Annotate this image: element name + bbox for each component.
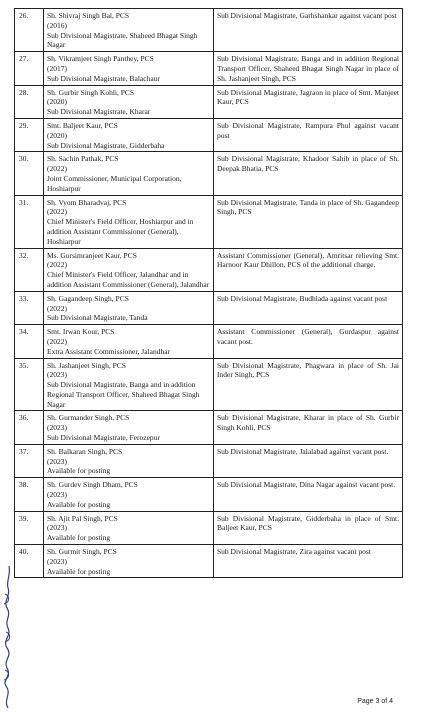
new-posting-cell: Sub Divisional Magistrate, Zira against vacant post (214, 545, 403, 578)
officer-name: Sh. Gurbir Singh Kohli, PCS (47, 87, 135, 97)
new-posting-cell: Sub Divisional Magistrate, Tanda in place of Sh. Gagandeep Singh, PCS (214, 195, 403, 248)
batch-year: (2022) (47, 336, 67, 346)
present-posting: Sub Divisional Magistrate, Tanda (47, 313, 148, 323)
batch-year: (2020) (47, 130, 67, 140)
officer-cell (44, 545, 214, 578)
serial-number: 40. (15, 545, 44, 578)
table-row (15, 358, 403, 411)
present-posting: Chief Minister's Field Officer, Jalandhar and in addition Assistant Commissioner (General), Jalandhar (47, 270, 210, 289)
officer-cell (44, 248, 214, 291)
new-posting-cell: Sub Divisional Magistrate, Kharar in place of Sh. Gurbir Singh Kohli, PCS (214, 411, 403, 444)
serial-number: 26. (15, 9, 44, 52)
officer-name: Sh. Vyom Bharadvaj, PCS (47, 197, 127, 207)
table-row (15, 325, 403, 358)
officer-name: Sh. Vikramjeet Singh Panthey, PCS (47, 54, 154, 64)
present-posting: Available for posting (47, 566, 111, 576)
postings-table (14, 8, 403, 578)
table-row (15, 444, 403, 477)
serial-number: 35. (15, 358, 44, 411)
table-row (15, 85, 403, 118)
present-posting: Sub Divisional Magistrate, Kharar (47, 107, 151, 117)
officer-name: Sh. Gurmander Singh, PCS (47, 413, 130, 423)
page-number: Page 3 of 4 (357, 698, 393, 705)
officer-name: Sh. Sachin Pathak, PCS (47, 154, 119, 164)
table-row (15, 545, 403, 578)
present-posting: Available for posting (47, 499, 111, 509)
new-posting-cell: Sub Divisional Magistrate, Banga and in addition Regional Transport Officer, Shaheed Bhagat Singh Nagar in place of Sh. Jashanjeet Singh, PCS (214, 52, 403, 85)
present-posting: Sub Divisional Magistrate, Ferozepur (47, 433, 160, 443)
officer-cell (44, 291, 214, 324)
batch-year: (2023) (47, 370, 67, 380)
serial-number: 38. (15, 478, 44, 511)
present-posting: Extra Assistant Commissioner, Jalandhar (47, 346, 171, 356)
table-row (15, 195, 403, 248)
officer-cell (44, 85, 214, 118)
officer-name: Sh. Gagandeep Singh, PCS (47, 293, 129, 303)
transfer-order-document (14, 8, 403, 578)
serial-number: 31. (15, 195, 44, 248)
officer-name: Ms. Gursimranjeet Kaur, PCS (47, 250, 137, 260)
serial-number: 28. (15, 85, 44, 118)
batch-year: (2017) (47, 63, 67, 73)
table-row (15, 152, 403, 195)
new-posting-cell: Sub Divisional Magistrate, Gidderbaha in place of Smt. Baljeet Kaur, PCS (214, 511, 403, 544)
new-posting-cell: Sub Divisional Magistrate, Dina Nagar against vacant post. (214, 478, 403, 511)
officer-name: Sh. Balkaran Singh, PCS (47, 446, 123, 456)
batch-year: (2023) (47, 490, 67, 500)
officer-name: Sh. Gurmit Singh, PCS (47, 547, 117, 557)
new-posting-cell: Assistant Commissioner (General), Amritsar relieving Smt. Harnoor Kaur Dhillon, PCS of the additional charge. (214, 248, 403, 291)
table-row (15, 248, 403, 291)
officer-name: Sh. Jashanjeet Singh, PCS (47, 360, 126, 370)
serial-number: 33. (15, 291, 44, 324)
new-posting-cell: Assistant Commissioner (General), Gurdaspur against vacant post. (214, 325, 403, 358)
officer-name: Sh. Shivraj Singh Bal, PCS (47, 11, 130, 20)
handwritten-signature (0, 560, 16, 710)
table-row (15, 478, 403, 511)
table-row (15, 511, 403, 544)
batch-year: (2016) (47, 20, 67, 30)
new-posting-cell: Sub Divisional Magistrate, Jagraon in place of Smt. Manjeet Kaur, PCS (214, 85, 403, 118)
serial-number: 34. (15, 325, 44, 358)
officer-name: Sh. Ajit Pal Singh, PCS (47, 513, 118, 523)
officer-cell (44, 411, 214, 444)
officer-cell (44, 478, 214, 511)
table-row (15, 291, 403, 324)
officer-cell (44, 152, 214, 195)
serial-number: 30. (15, 152, 44, 195)
serial-number: 32. (15, 248, 44, 291)
new-posting-cell: Sub Divisional Magistrate, Khadoor Sahib in place of Sh. Deepak Bhatia, PCS (214, 152, 403, 195)
table-row (15, 52, 403, 85)
serial-number: 36. (15, 411, 44, 444)
batch-year: (2022) (47, 164, 67, 174)
present-posting: Sub Divisional Magistrate, Gidderbaha (47, 140, 165, 150)
serial-number: 27. (15, 52, 44, 85)
table-row (15, 9, 403, 52)
serial-number: 37. (15, 444, 44, 477)
table-row (15, 118, 403, 151)
present-posting: Joint Commissioner, Municipal Corporation, Hoshiarpur (47, 173, 182, 193)
batch-year: (2022) (47, 303, 67, 313)
officer-cell (44, 511, 214, 544)
officer-cell (44, 444, 214, 477)
officer-cell (44, 52, 214, 85)
new-posting-cell: Sub Divisional Magistrate, Jalalabad against vacant post. (214, 444, 403, 477)
batch-year: (2023) (47, 423, 67, 433)
new-posting-cell: Sub Divisional Magistrate, Rampura Phul against vacant post (214, 118, 403, 151)
officer-cell (44, 9, 214, 52)
officer-name: Smt. Irwan Kour, PCS (47, 327, 115, 337)
present-posting: Available for posting (47, 533, 111, 543)
batch-year: (2022) (47, 260, 67, 270)
batch-year: (2020) (47, 97, 67, 107)
serial-number: 39. (15, 511, 44, 544)
present-posting: Chief Minister's Field Officer, Hoshiarpur and in addition Assistant Commissioner (General), Hoshiarpur (47, 217, 194, 246)
officer-name: Smt. Baljeet Kaur, PCS (47, 120, 118, 130)
officer-cell (44, 325, 214, 358)
officer-cell (44, 195, 214, 248)
present-posting: Available for posting (47, 466, 111, 476)
present-posting: Sub Divisional Magistrate, Shaheed Bhagat Singh Nagar (47, 30, 198, 50)
new-posting-cell: Sub Divisional Magistrate, Garhshankar against vacant post (214, 9, 403, 52)
new-posting-cell: Sub Divisional Magistrate, Budhlada against vacant post (214, 291, 403, 324)
batch-year: (2023) (47, 556, 67, 566)
table-row (15, 411, 403, 444)
officer-name: Sh. Gurdev Singh Dham, PCS (47, 480, 138, 490)
present-posting: Sub Divisional Magistrate, Balachaur (47, 73, 160, 83)
new-posting-cell: Sub Divisional Magistrate, Phagwara in place of Sh. Jai Inder Singh, PCS (214, 358, 403, 411)
batch-year: (2023) (47, 456, 67, 466)
officer-cell (44, 118, 214, 151)
present-posting: Sub Divisional Magistrate, Banga and in addition Regional Transport Officer, Shaheed Bhagat Singh Nagar (47, 380, 200, 409)
batch-year: (2022) (47, 207, 67, 217)
serial-number: 29. (15, 118, 44, 151)
batch-year: (2023) (47, 523, 67, 533)
officer-cell (44, 358, 214, 411)
